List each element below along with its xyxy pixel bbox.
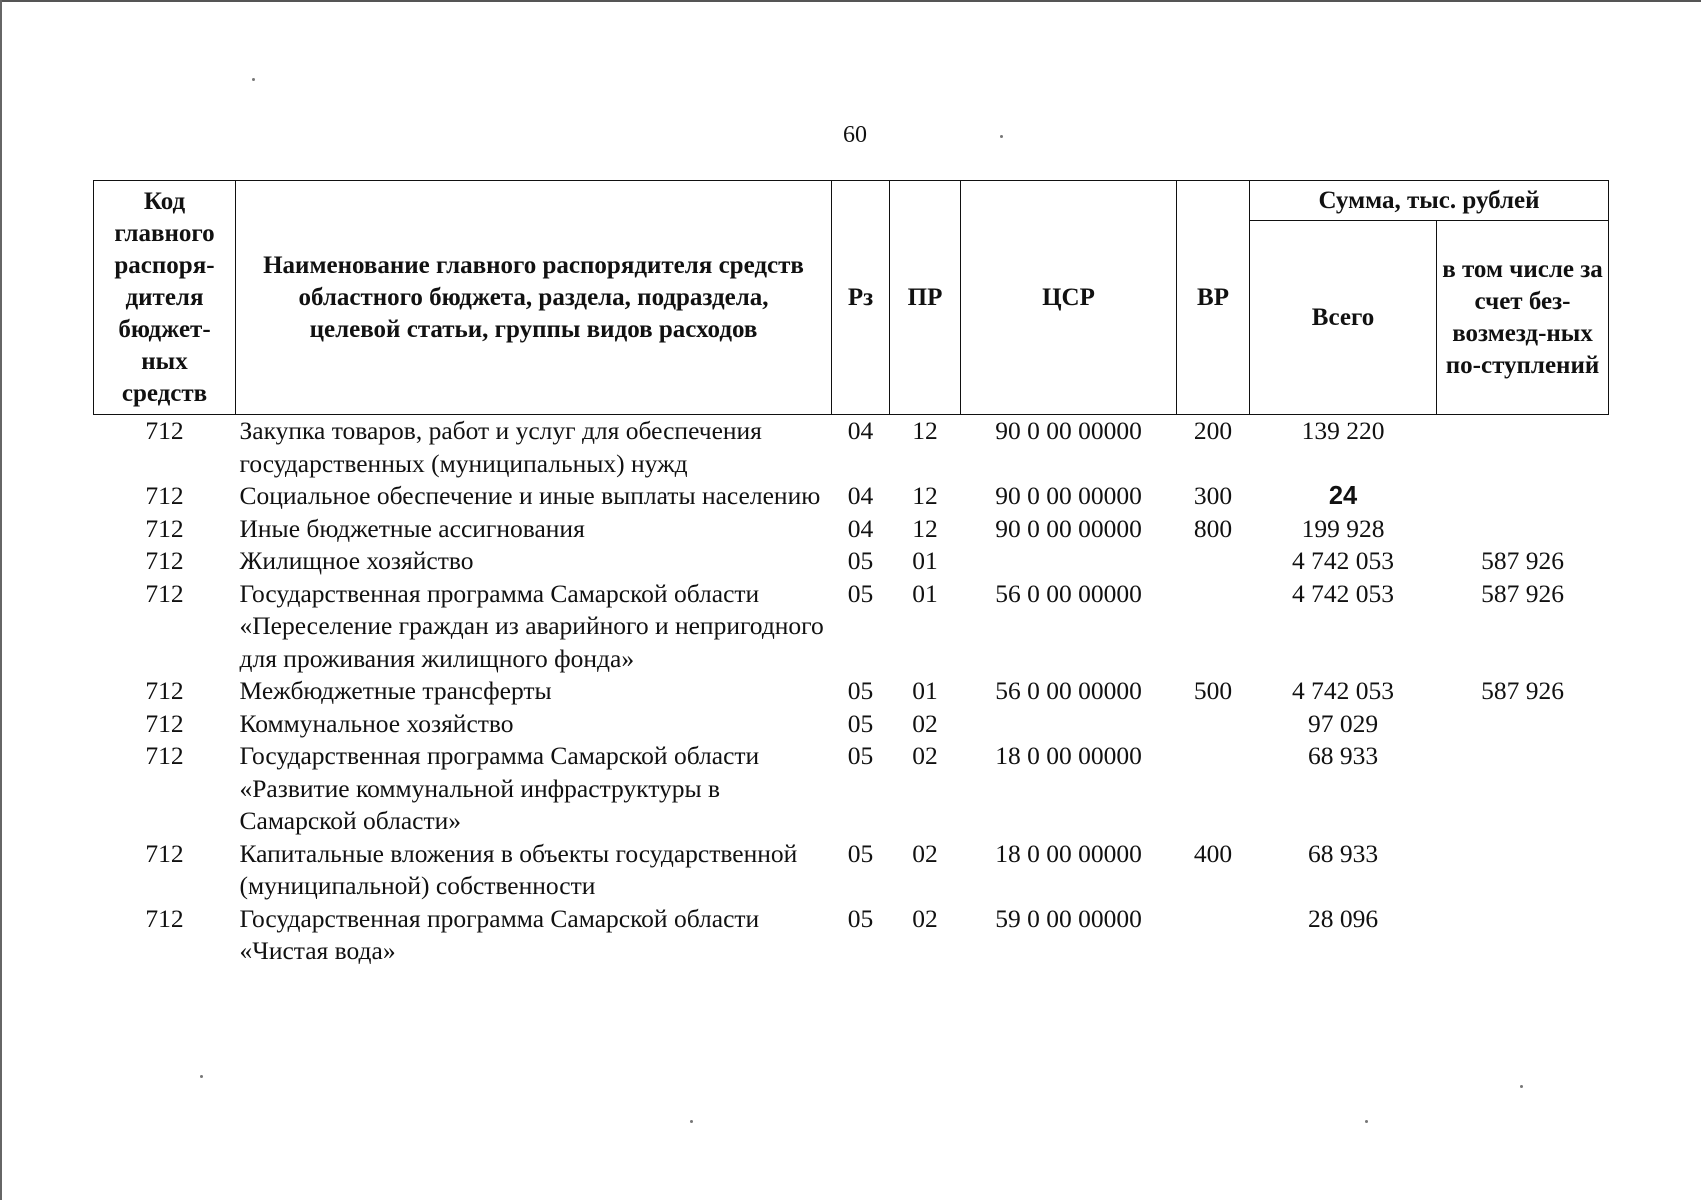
cell-code: 712	[145, 416, 184, 445]
cell-name: Капитальные вложения в объекты государственной (муниципальной) собственности	[239, 838, 798, 900]
cell-code: 712	[145, 838, 184, 868]
page-edge-top	[0, 0, 1701, 2]
cell-pr: 12	[912, 416, 938, 445]
cell-csr	[961, 545, 1177, 578]
table-body	[94, 415, 1609, 968]
table-row	[94, 415, 1609, 481]
cell-csr: 59 0 00 00000	[995, 903, 1142, 933]
table-row	[94, 513, 1609, 546]
cell-vr	[1177, 903, 1250, 968]
header-vr: ВР	[1177, 181, 1250, 415]
header-name: Наименование главного распорядителя средств областного бюджета, раздела, подраздела, целевой статьи, группы видов расходов	[236, 181, 832, 415]
page-edge-left	[0, 0, 2, 1200]
header-code: Код главного распоря-дителя бюджет-ных средств	[94, 181, 236, 415]
cell-free: 587 926	[1481, 578, 1564, 608]
cell-name: Закупка товаров, работ и услуг для обеспечения государственных (муниципальных) нужд	[239, 416, 762, 478]
cell-csr: 56 0 00 00000	[995, 676, 1142, 705]
cell-csr: 90 0 00 00000	[995, 513, 1142, 543]
cell-code: 712	[145, 676, 184, 705]
cell-rz: 04	[847, 513, 874, 543]
cell-free	[1437, 708, 1609, 741]
table-row	[94, 708, 1609, 741]
cell-free: 587 926	[1481, 546, 1564, 575]
cell-rz: 05	[847, 838, 874, 868]
cell-rz: 05	[847, 676, 874, 705]
table-row	[94, 545, 1609, 578]
cell-pr: 02	[912, 838, 938, 868]
cell-csr: 18 0 00 00000	[995, 741, 1142, 770]
cell-total: 68 933	[1307, 741, 1379, 770]
cell-csr: 90 0 00 00000	[995, 481, 1142, 510]
cell-name: Государственная программа Самарской области «Развитие коммунальной инфраструктуры в Самарской области»	[239, 741, 760, 835]
cell-csr	[961, 708, 1177, 741]
cell-total: 68 933	[1307, 838, 1379, 868]
cell-code: 712	[145, 903, 184, 933]
cell-code: 712	[145, 578, 184, 608]
cell-vr	[1177, 545, 1250, 578]
cell-total: 4 742 053	[1292, 676, 1394, 705]
cell-vr: 800	[1193, 513, 1233, 543]
cell-csr: 90 0 00 00000	[995, 416, 1142, 445]
cell-code: 712	[145, 741, 184, 770]
cell-vr	[1177, 740, 1250, 838]
page-number: 60	[843, 122, 867, 148]
cell-total: 4 742 053	[1292, 578, 1394, 608]
cell-rz: 04	[847, 416, 874, 445]
cell-pr: 01	[912, 676, 938, 705]
cell-name: Межбюджетные трансферты	[239, 676, 552, 705]
cell-pr: 12	[912, 513, 938, 543]
cell-pr: 01	[912, 578, 938, 608]
cell-code: 712	[145, 546, 184, 575]
cell-name: Социальное обеспечение и иные выплаты населению	[239, 481, 821, 510]
cell-total: 97 029	[1307, 708, 1379, 738]
cell-code: 712	[145, 481, 184, 510]
cell-vr	[1177, 578, 1250, 676]
cell-name: Государственная программа Самарской области «Переселение граждан из аварийного и непригодного для проживания жилищного фонда»	[239, 578, 824, 673]
cell-total: 199 928	[1301, 513, 1385, 543]
scan-speck	[252, 78, 255, 81]
cell-csr: 18 0 00 00000	[995, 838, 1142, 868]
cell-name: Иные бюджетные ассигнования	[239, 513, 585, 543]
scan-speck	[690, 1120, 693, 1123]
cell-free	[1437, 513, 1609, 546]
cell-pr: 01	[912, 546, 938, 575]
table-row	[94, 903, 1609, 968]
budget-table	[93, 180, 1609, 968]
cell-pr: 02	[912, 903, 938, 933]
table-row	[94, 675, 1609, 708]
table-header	[94, 181, 1609, 415]
cell-total: 4 742 053	[1292, 546, 1394, 575]
cell-total: 139 220	[1301, 416, 1385, 445]
cell-pr: 02	[912, 708, 938, 738]
scan-speck	[1365, 1120, 1368, 1123]
cell-free	[1437, 838, 1609, 903]
cell-name: Жилищное хозяйство	[239, 546, 474, 575]
cell-rz: 05	[847, 708, 874, 738]
table-row	[94, 740, 1609, 838]
cell-pr: 12	[912, 481, 938, 510]
cell-name: Коммунальное хозяйство	[239, 708, 514, 738]
cell-free	[1437, 415, 1609, 481]
header-pr: ПР	[890, 181, 961, 415]
scan-speck	[1520, 1085, 1523, 1088]
cell-total: 28 096	[1307, 903, 1379, 933]
cell-free	[1437, 740, 1609, 838]
cell-code: 712	[145, 513, 184, 543]
cell-rz: 04	[847, 481, 874, 510]
header-rz: Рз	[832, 181, 890, 415]
cell-rz: 05	[847, 546, 874, 575]
cell-total: 24	[1328, 482, 1358, 510]
cell-rz: 05	[847, 578, 874, 608]
table-row	[94, 480, 1609, 513]
cell-name: Государственная программа Самарской области «Чистая вода»	[239, 903, 760, 965]
cell-vr: 200	[1193, 416, 1233, 445]
cell-free	[1437, 903, 1609, 968]
header-csr: ЦСР	[961, 181, 1177, 415]
cell-csr: 56 0 00 00000	[995, 578, 1142, 608]
cell-vr	[1177, 708, 1250, 741]
header-sum: Сумма, тыс. рублей	[1250, 181, 1609, 221]
table-row	[94, 838, 1609, 903]
header-total: Всего	[1250, 221, 1437, 415]
cell-rz: 05	[847, 741, 874, 770]
cell-vr: 400	[1193, 838, 1233, 868]
table-row	[94, 578, 1609, 676]
cell-free: 587 926	[1481, 676, 1564, 705]
cell-rz: 05	[847, 903, 874, 933]
scan-speck	[200, 1075, 203, 1078]
cell-code: 712	[145, 708, 184, 738]
header-free: в том числе за счет без-возмезд-ных по-ступлений	[1437, 221, 1609, 415]
cell-vr: 300	[1193, 481, 1233, 510]
cell-free	[1437, 480, 1609, 513]
cell-vr: 500	[1193, 676, 1233, 705]
cell-pr: 02	[912, 741, 938, 770]
